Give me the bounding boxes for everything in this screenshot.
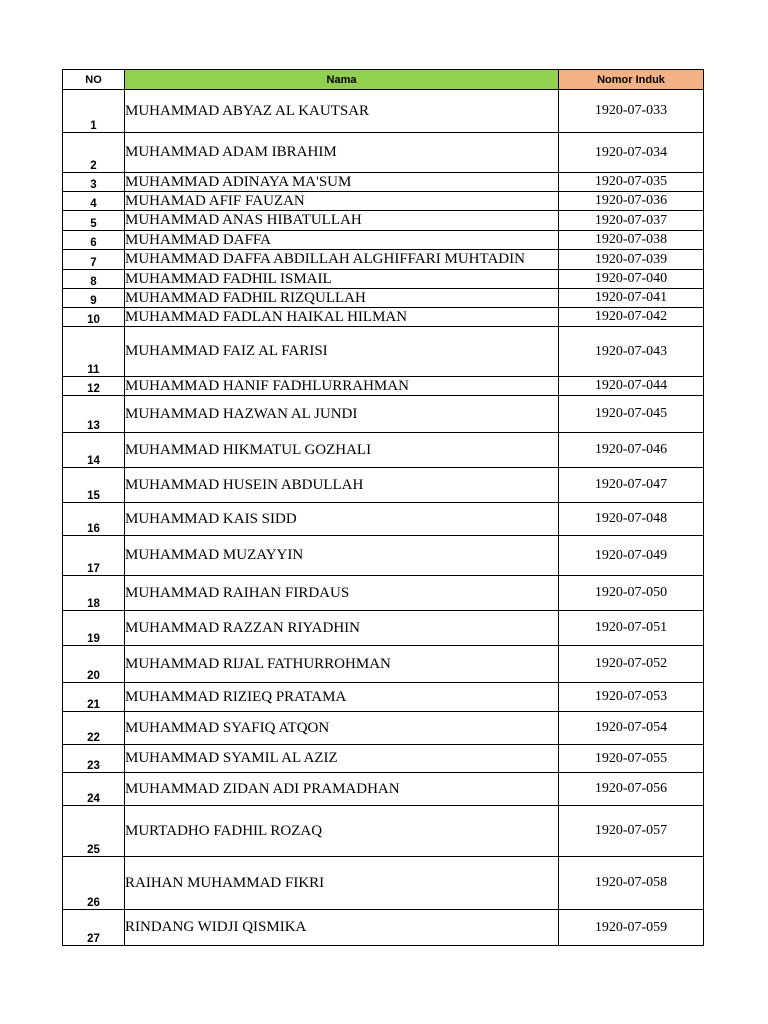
table-row — [63, 503, 704, 536]
header-row — [63, 70, 704, 90]
student-nomor-induk: 1920-07-051 — [559, 611, 704, 646]
row-number: 21 — [63, 683, 125, 712]
student-nomor-induk: 1920-07-055 — [559, 745, 704, 773]
table-row — [63, 683, 704, 712]
row-number: 25 — [63, 806, 125, 857]
row-number: 7 — [63, 250, 125, 270]
student-name: MUHAMMAD HUSEIN ABDULLAH — [125, 468, 559, 503]
student-name: MUHAMMAD MUZAYYIN — [125, 536, 559, 576]
table-row — [63, 211, 704, 231]
student-name: MUHAMMAD SYAMIL AL AZIZ — [125, 745, 559, 773]
student-nomor-induk: 1920-07-034 — [559, 133, 704, 173]
student-nomor-induk: 1920-07-035 — [559, 173, 704, 192]
student-nomor-induk: 1920-07-053 — [559, 683, 704, 712]
student-name: MURTADHO FADHIL ROZAQ — [125, 806, 559, 857]
row-number: 13 — [63, 396, 125, 433]
header-no: NO — [63, 70, 125, 90]
student-nomor-induk: 1920-07-057 — [559, 806, 704, 857]
row-number: 6 — [63, 231, 125, 250]
student-nomor-induk: 1920-07-044 — [559, 377, 704, 396]
student-nomor-induk: 1920-07-050 — [559, 576, 704, 611]
row-number: 26 — [63, 857, 125, 910]
table-row — [63, 773, 704, 806]
student-nomor-induk: 1920-07-039 — [559, 250, 704, 270]
row-number: 1 — [63, 90, 125, 133]
table-row — [63, 468, 704, 503]
table-row — [63, 308, 704, 327]
table-header — [63, 70, 704, 90]
student-table — [62, 69, 704, 946]
student-nomor-induk: 1920-07-059 — [559, 910, 704, 946]
table-row — [63, 270, 704, 289]
row-number: 19 — [63, 611, 125, 646]
student-nomor-induk: 1920-07-054 — [559, 712, 704, 745]
row-number: 9 — [63, 289, 125, 308]
student-name: MUHAMMAD HAZWAN AL JUNDI — [125, 396, 559, 433]
table-row — [63, 173, 704, 192]
table-row — [63, 910, 704, 946]
student-name: MUHAMMAD FAIZ AL FARISI — [125, 327, 559, 377]
student-name: MUHAMMAD ADAM IBRAHIM — [125, 133, 559, 173]
table-body — [63, 90, 704, 946]
row-number: 12 — [63, 377, 125, 396]
student-name: MUHAMMAD RAZZAN RIYADHIN — [125, 611, 559, 646]
table-row — [63, 289, 704, 308]
student-nomor-induk: 1920-07-058 — [559, 857, 704, 910]
table-row — [63, 231, 704, 250]
table-row — [63, 806, 704, 857]
student-name: MUHAMMAD RIJAL FATHURROHMAN — [125, 646, 559, 683]
table-row — [63, 745, 704, 773]
table-row — [63, 536, 704, 576]
table-row — [63, 611, 704, 646]
row-number: 8 — [63, 270, 125, 289]
student-nomor-induk: 1920-07-048 — [559, 503, 704, 536]
row-number: 10 — [63, 308, 125, 327]
student-name: MUHAMMAD ZIDAN ADI PRAMADHAN — [125, 773, 559, 806]
student-name: MUHAMMAD FADLAN HAIKAL HILMAN — [125, 308, 559, 327]
header-nama: Nama — [125, 70, 559, 90]
student-nomor-induk: 1920-07-040 — [559, 270, 704, 289]
student-nomor-induk: 1920-07-037 — [559, 211, 704, 231]
student-nomor-induk: 1920-07-046 — [559, 433, 704, 468]
student-nomor-induk: 1920-07-047 — [559, 468, 704, 503]
student-name: MUHAMMAD DAFFA ABDILLAH ALGHIFFARI MUHTADIN — [125, 250, 559, 270]
row-number: 22 — [63, 712, 125, 745]
table-row — [63, 712, 704, 745]
table-row — [63, 327, 704, 377]
row-number: 20 — [63, 646, 125, 683]
row-number: 14 — [63, 433, 125, 468]
student-name: MUHAMMAD DAFFA — [125, 231, 559, 250]
student-nomor-induk: 1920-07-036 — [559, 192, 704, 211]
student-nomor-induk: 1920-07-042 — [559, 308, 704, 327]
table-row — [63, 576, 704, 611]
row-number: 4 — [63, 192, 125, 211]
row-number: 16 — [63, 503, 125, 536]
student-nomor-induk: 1920-07-043 — [559, 327, 704, 377]
table-row — [63, 250, 704, 270]
student-name: MUHAMMAD ANAS HIBATULLAH — [125, 211, 559, 231]
row-number: 5 — [63, 211, 125, 231]
row-number: 27 — [63, 910, 125, 946]
student-name: MUHAMMAD HIKMATUL GOZHALI — [125, 433, 559, 468]
header-nomor-induk: Nomor Induk — [559, 70, 704, 90]
table-row — [63, 192, 704, 211]
student-name: RAIHAN MUHAMMAD FIKRI — [125, 857, 559, 910]
student-name: MUHAMMAD KAIS SIDD — [125, 503, 559, 536]
table-row — [63, 90, 704, 133]
row-number: 24 — [63, 773, 125, 806]
table-row — [63, 857, 704, 910]
row-number: 23 — [63, 745, 125, 773]
table-row — [63, 377, 704, 396]
student-name: MUHAMMAD HANIF FADHLURRAHMAN — [125, 377, 559, 396]
row-number: 2 — [63, 133, 125, 173]
row-number: 11 — [63, 327, 125, 377]
student-nomor-induk: 1920-07-056 — [559, 773, 704, 806]
student-name: MUHAMMAD ABYAZ AL KAUTSAR — [125, 90, 559, 133]
student-name: MUHAMMAD FADHIL ISMAIL — [125, 270, 559, 289]
student-nomor-induk: 1920-07-045 — [559, 396, 704, 433]
student-nomor-induk: 1920-07-049 — [559, 536, 704, 576]
row-number: 18 — [63, 576, 125, 611]
row-number: 3 — [63, 173, 125, 192]
table-row — [63, 433, 704, 468]
student-nomor-induk: 1920-07-038 — [559, 231, 704, 250]
table-row — [63, 396, 704, 433]
row-number: 17 — [63, 536, 125, 576]
row-number: 15 — [63, 468, 125, 503]
student-name: RINDANG WIDJI QISMIKA — [125, 910, 559, 946]
student-nomor-induk: 1920-07-041 — [559, 289, 704, 308]
student-name: MUHAMMAD FADHIL RIZQULLAH — [125, 289, 559, 308]
student-name: MUHAMAD AFIF FAUZAN — [125, 192, 559, 211]
table-row — [63, 133, 704, 173]
student-name: MUHAMMAD SYAFIQ ATQON — [125, 712, 559, 745]
student-nomor-induk: 1920-07-033 — [559, 90, 704, 133]
student-name: MUHAMMAD RIZIEQ PRATAMA — [125, 683, 559, 712]
student-nomor-induk: 1920-07-052 — [559, 646, 704, 683]
table-row — [63, 646, 704, 683]
student-name: MUHAMMAD ADINAYA MA'SUM — [125, 173, 559, 192]
student-name: MUHAMMAD RAIHAN FIRDAUS — [125, 576, 559, 611]
